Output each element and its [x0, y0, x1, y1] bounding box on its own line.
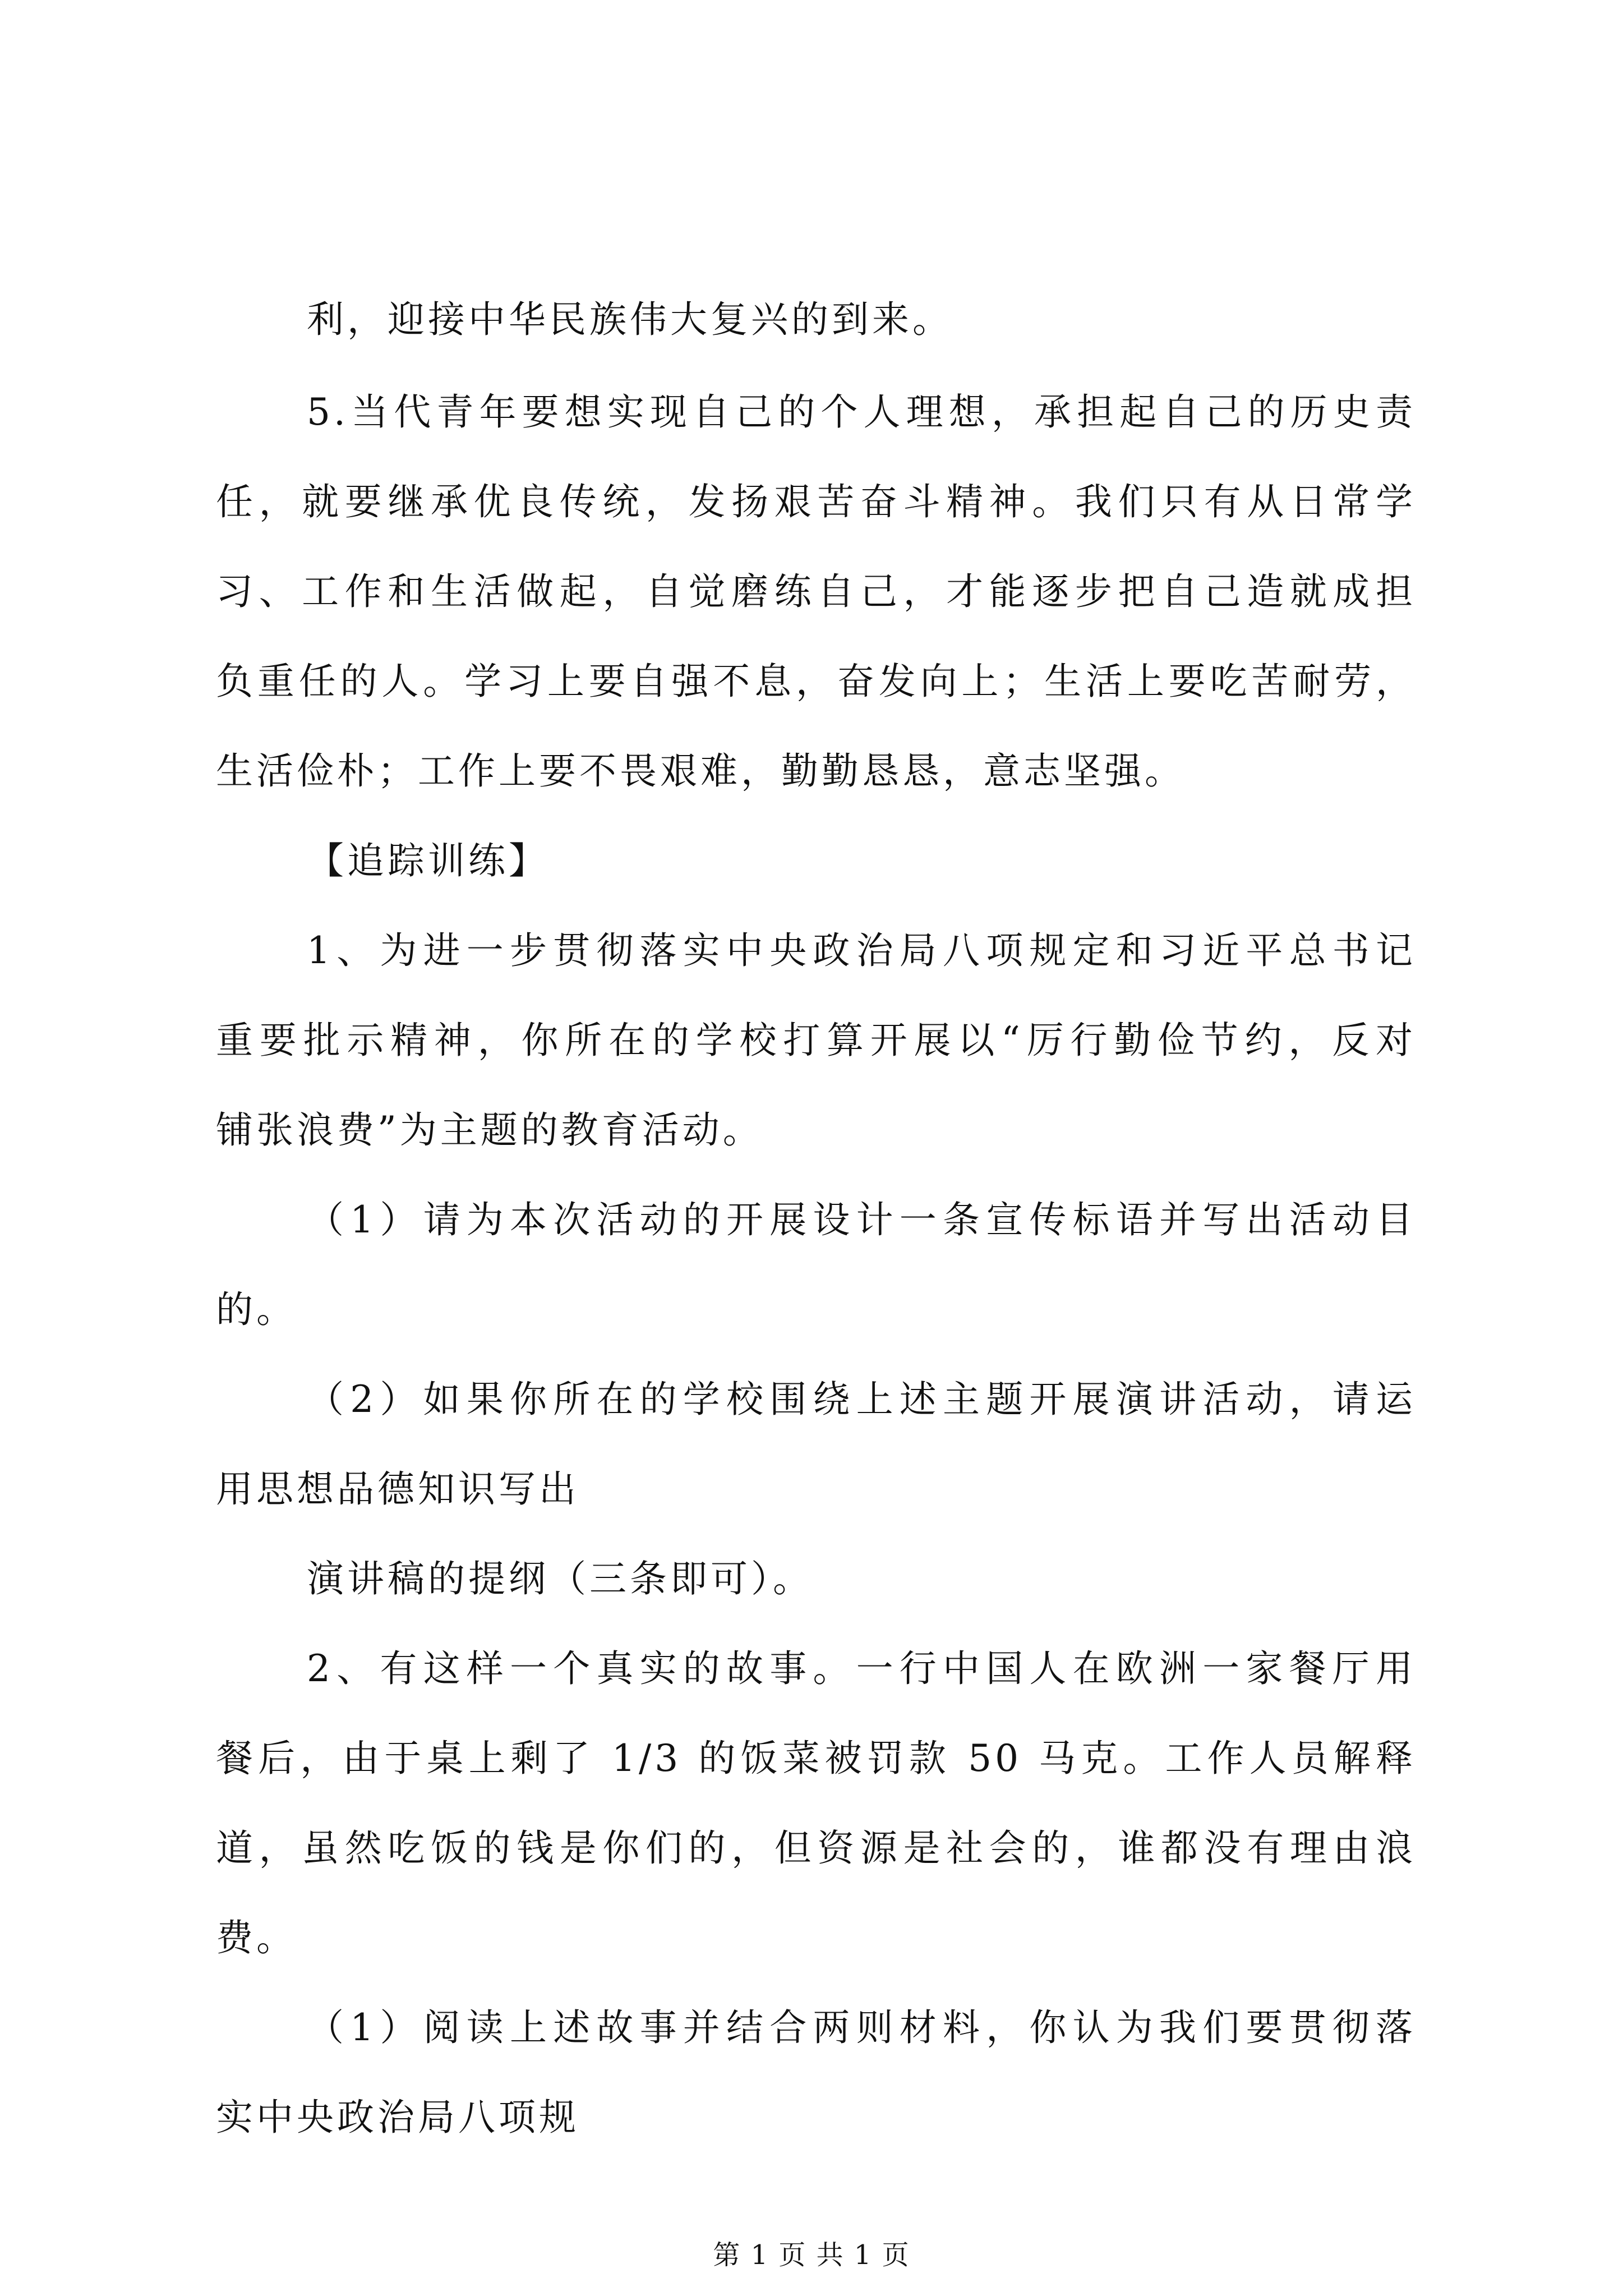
text-line: 铺张浪费”为主题的教育活动。 — [216, 1108, 763, 1152]
text-line: 重要批示精神，你所在的学校打算开展以“厉行勤俭节约，反对 — [216, 1019, 1416, 1062]
text-line: 负重任的人。学习上要自强不息，奋发向上；生活上要吃苦耐劳， — [216, 660, 1416, 703]
text-line: （1）请为本次活动的开展设计一条宣传标语并写出活动目 — [307, 1198, 1416, 1241]
text-line: 生活俭朴；工作上要不畏艰难，勤勤恳恳，意志坚强。 — [216, 749, 1185, 793]
text-line: 1、为进一步贯彻落实中央政治局八项规定和习近平总书记 — [307, 929, 1416, 972]
text-line: 的。 — [216, 1288, 297, 1331]
text-line: 道，虽然吃饭的钱是你们的，但资源是社会的，谁都没有理由浪 — [216, 1826, 1416, 1870]
section-heading: 【追踪训练】 — [307, 839, 549, 882]
text-line: 任，就要继承优良传统，发扬艰苦奋斗精神。我们只有从日常学 — [216, 480, 1416, 523]
text-line: （1）阅读上述故事并结合两则材料，你认为我们要贯彻落 — [307, 2006, 1416, 2049]
text-line: 实中央政治局八项规 — [216, 2096, 579, 2139]
text-line: 5.当代青年要想实现自己的个人理想，承担起自己的历史责 — [307, 390, 1416, 434]
text-line: 餐后，由于桌上剩了 1/3 的饭菜被罚款 50 马克。工作人员解释 — [216, 1737, 1416, 1780]
text-line: 用思想品德知识写出 — [216, 1467, 579, 1511]
text-line: （2）如果你所在的学校围绕上述主题开展演讲活动，请运 — [307, 1378, 1416, 1421]
text-line: 习、工作和生活做起，自觉磨练自己，才能逐步把自己造就成担 — [216, 570, 1416, 613]
text-line: 演讲稿的提纲（三条即可）。 — [307, 1557, 813, 1600]
text-line: 2、有这样一个真实的故事。一行中国人在欧洲一家餐厅用 — [307, 1647, 1416, 1690]
document-body — [216, 0, 1416, 2076]
text-line: 利，迎接中华民族伟大复兴的到来。 — [307, 298, 953, 341]
text-line: 费。 — [216, 1916, 297, 1959]
page-footer: 第 1 页 共 1 页 — [713, 2239, 910, 2271]
